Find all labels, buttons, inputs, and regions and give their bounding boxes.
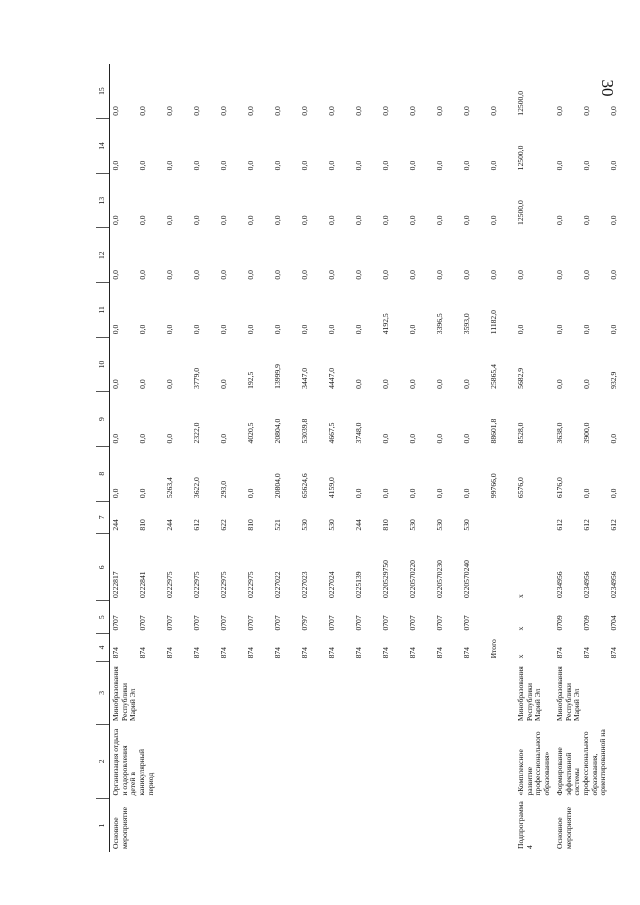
header-row xyxy=(96,64,110,852)
data-cell: 0,0 xyxy=(327,324,336,335)
data-cell: 0,0 xyxy=(111,106,120,116)
column-header-14: 14 xyxy=(96,119,110,174)
data-cell: 20804,0 xyxy=(273,418,282,444)
data-cell: 0,0 xyxy=(462,379,471,389)
rotated-table-frame xyxy=(96,64,618,852)
data-cell: 530 xyxy=(435,519,444,531)
data-cell: 0,0 xyxy=(408,270,417,280)
column-header-4: 4 xyxy=(96,634,110,662)
data-cell: 0,0 xyxy=(608,106,618,116)
data-cell: 0,0 xyxy=(408,379,417,389)
total-cell: 88601,8 xyxy=(489,418,498,444)
data-cell: 3748,0 xyxy=(354,422,363,444)
data-cell: 0,0 xyxy=(462,488,471,499)
data-cell: 0,0 xyxy=(165,433,174,444)
data-cell: 0707 xyxy=(462,615,471,631)
data-cell: 612 xyxy=(608,519,618,531)
data-cell: 4159,0 xyxy=(327,477,336,499)
data-cell: 874 xyxy=(581,647,591,659)
data-cell: 0,0 xyxy=(192,160,201,171)
data-cell: 810 xyxy=(246,519,255,531)
data-cell: 0707 xyxy=(111,615,120,631)
data-cell: 0,0 xyxy=(111,215,120,225)
data-cell: 0707 xyxy=(327,615,336,631)
data-cell: 0,0 xyxy=(554,106,564,116)
data-cell: 0,0 xyxy=(354,488,363,499)
data-cell: 0234956 xyxy=(608,571,618,598)
data-cell: 810 xyxy=(138,519,147,531)
data-cell: 0709 xyxy=(581,615,591,631)
data-cell: 0,0 xyxy=(219,215,228,225)
data-cell: 530 xyxy=(300,519,309,531)
data-cell: 0,0 xyxy=(381,433,390,444)
data-cell: 530 xyxy=(462,519,471,531)
data-cell: 0709 xyxy=(554,615,564,631)
data-cell: 244 xyxy=(111,519,120,531)
data-cell: 0,0 xyxy=(138,215,147,225)
data-cell: 2322,0 xyxy=(192,422,201,444)
data-cell: 0,0 xyxy=(111,160,120,171)
table-body xyxy=(110,64,635,852)
row-type-cell: Основное мероприятие xyxy=(554,807,573,849)
row-type-cell: Основное мероприятие xyxy=(111,807,129,849)
data-cell: 0,0 xyxy=(327,160,336,171)
data-cell: 8528,0 xyxy=(516,422,525,444)
data-cell: 0,0 xyxy=(608,488,618,499)
data-cell: 0707 xyxy=(408,615,417,631)
row-executor-cell: Минобразования Республики Марий Эл xyxy=(111,666,138,722)
data-cell: 0,0 xyxy=(408,106,417,116)
total-cell: 99766,0 xyxy=(489,473,498,499)
rotated-table-area xyxy=(96,64,618,852)
data-cell: 0,0 xyxy=(381,215,390,225)
column-header-6: 6 xyxy=(96,534,110,601)
data-cell: 0222817 xyxy=(111,571,120,598)
data-cell: 0,0 xyxy=(408,215,417,225)
data-cell: 0227023 xyxy=(300,571,309,598)
data-cell: 810 xyxy=(381,519,390,531)
data-cell: 0,0 xyxy=(581,324,591,335)
data-cell: 0220570220 xyxy=(408,560,417,598)
data-cell: 0,0 xyxy=(462,160,471,171)
data-cell: 0,0 xyxy=(111,324,120,335)
column-header-10: 10 xyxy=(96,337,110,392)
data-cell: 874 xyxy=(300,647,309,659)
data-cell: 0,0 xyxy=(516,324,525,335)
data-cell: 0707 xyxy=(246,615,255,631)
data-cell: 5263,4 xyxy=(165,477,174,499)
data-cell: 12500,0 xyxy=(516,145,525,171)
data-cell: 0,0 xyxy=(138,379,147,389)
data-cell: 874 xyxy=(138,647,147,659)
data-cell: 0,0 xyxy=(462,215,471,225)
data-cell: 0,0 xyxy=(354,215,363,225)
column-header-9: 9 xyxy=(96,392,110,447)
data-cell: 0704 xyxy=(608,615,618,631)
data-cell: 0,0 xyxy=(192,215,201,225)
data-cell: 0,0 xyxy=(435,215,444,225)
data-cell: 530 xyxy=(408,519,417,531)
data-cell: 0,0 xyxy=(192,324,201,335)
data-cell: 0,0 xyxy=(354,324,363,335)
data-cell: 0,0 xyxy=(300,160,309,171)
data-cell: 0220570230 xyxy=(435,560,444,598)
data-cell: 0225139 xyxy=(354,571,363,598)
data-cell: 3779,0 xyxy=(192,367,201,389)
data-cell: 0,0 xyxy=(138,324,147,335)
column-header-15: 15 xyxy=(96,64,110,119)
data-cell: 0220570240 xyxy=(462,560,471,598)
data-cell: 0,0 xyxy=(381,379,390,389)
data-cell: 0,0 xyxy=(381,160,390,171)
data-cell: 0707 xyxy=(354,615,363,631)
data-cell: 0,0 xyxy=(111,488,120,499)
data-cell: 0,0 xyxy=(246,488,255,499)
data-cell: 12500,0 xyxy=(516,200,525,225)
column-header-11: 11 xyxy=(96,283,110,338)
total-cell: 11182,0 xyxy=(489,310,498,335)
row-description-cell: Организация отдыха и оздоровления детей в каникулярный период xyxy=(111,728,155,796)
column-header-5: 5 xyxy=(96,601,110,634)
row-type-cell: Подпрограмма 4 xyxy=(516,801,534,849)
data-cell: 874 xyxy=(554,647,564,659)
data-cell: 0,0 xyxy=(608,324,618,335)
data-cell: 0707 xyxy=(381,615,390,631)
data-cell: 0,0 xyxy=(111,379,120,389)
data-cell: 874 xyxy=(608,647,618,659)
data-cell: 0,0 xyxy=(327,106,336,116)
data-cell: 874 xyxy=(354,647,363,659)
data-cell: 0227024 xyxy=(327,571,336,598)
data-cell: 0,0 xyxy=(408,324,417,335)
data-cell: 4192,5 xyxy=(381,313,390,335)
data-cell: 3638,0 xyxy=(554,422,564,444)
row-description-cell: «Комплексное развитие профессионального образования» xyxy=(516,731,552,796)
data-cell: 0,0 xyxy=(246,160,255,171)
data-cell: 0,0 xyxy=(608,160,618,171)
data-cell: 6176,0 xyxy=(554,477,564,499)
data-cell: 0222975 xyxy=(246,571,255,598)
data-cell: 0,0 xyxy=(462,106,471,116)
data-cell: 0797 xyxy=(300,615,309,631)
data-cell: 0234956 xyxy=(554,571,564,598)
data-cell: 244 xyxy=(165,519,174,531)
table-row xyxy=(554,64,581,852)
data-cell: 3900,0 xyxy=(581,422,591,444)
data-cell: 0,0 xyxy=(165,215,174,225)
data-cell: 3622,0 xyxy=(192,477,201,499)
data-cell: 0707 xyxy=(138,615,147,631)
data-cell: 0,0 xyxy=(516,270,525,280)
data-cell: 0,0 xyxy=(273,160,282,171)
data-cell: 0,0 xyxy=(246,106,255,116)
column-header-8: 8 xyxy=(96,446,110,501)
data-cell: 0,0 xyxy=(327,215,336,225)
data-cell: 0222975 xyxy=(219,571,228,598)
total-cell: 0,0 xyxy=(489,106,498,116)
column-header-13: 13 xyxy=(96,173,110,228)
data-cell: 0,0 xyxy=(354,106,363,116)
total-label: Итого xyxy=(489,639,498,659)
data-cell: 0,0 xyxy=(111,270,120,280)
data-cell: x xyxy=(516,594,525,598)
data-cell: 874 xyxy=(165,647,174,659)
data-cell: 0,0 xyxy=(219,324,228,335)
data-cell: 0707 xyxy=(165,615,174,631)
data-cell: 0,0 xyxy=(246,270,255,280)
row-executor-cell: Минобразования Республики Марий Эл xyxy=(554,666,582,722)
data-cell: x xyxy=(516,626,525,631)
data-cell: 0,0 xyxy=(165,106,174,116)
column-header-1: 1 xyxy=(96,799,110,852)
column-header-2: 2 xyxy=(96,724,110,798)
data-cell: 0,0 xyxy=(608,270,618,280)
data-cell: 0220529750 xyxy=(381,560,390,598)
table-row xyxy=(110,64,138,852)
data-cell: 874 xyxy=(219,647,228,659)
data-cell: 0222975 xyxy=(165,571,174,598)
data-cell: 0,0 xyxy=(138,488,147,499)
data-cell: 0,0 xyxy=(435,270,444,280)
data-cell: 12500,0 xyxy=(516,91,525,116)
data-cell: 874 xyxy=(192,647,201,659)
data-cell: 244 xyxy=(354,519,363,531)
data-cell: 0707 xyxy=(273,615,282,631)
data-cell: 0227022 xyxy=(273,571,282,598)
data-cell: 0,0 xyxy=(111,433,120,444)
data-cell: 4447,0 xyxy=(327,367,336,389)
data-cell: 0,0 xyxy=(300,215,309,225)
data-cell: 530 xyxy=(327,519,336,531)
data-cell: 0,0 xyxy=(581,379,591,389)
data-cell: 0,0 xyxy=(300,106,309,116)
data-cell: 0,0 xyxy=(219,433,228,444)
data-cell: 612 xyxy=(581,519,591,531)
data-cell: 0707 xyxy=(192,615,201,631)
data-cell: 0,0 xyxy=(408,488,417,499)
page-number-text: 30 xyxy=(598,79,617,97)
data-cell: x xyxy=(516,654,525,659)
data-cell: 0234956 xyxy=(581,571,591,598)
data-cell: 0,0 xyxy=(608,433,618,444)
data-cell: 0,0 xyxy=(300,324,309,335)
data-cell: 3396,5 xyxy=(435,313,444,335)
data-cell: 521 xyxy=(273,519,282,531)
data-cell: 0,0 xyxy=(581,215,591,225)
data-cell: 0,0 xyxy=(435,379,444,389)
data-cell: 0,0 xyxy=(354,379,363,389)
data-cell: 0,0 xyxy=(581,160,591,171)
data-cell: 0,0 xyxy=(381,270,390,280)
data-cell: 0,0 xyxy=(219,379,228,389)
total-cell: 0,0 xyxy=(489,215,498,225)
data-cell: 612 xyxy=(554,519,564,531)
data-cell: 0,0 xyxy=(435,488,444,499)
data-cell: 0,0 xyxy=(246,324,255,335)
data-cell: 0,0 xyxy=(165,160,174,171)
data-cell: 0,0 xyxy=(273,215,282,225)
data-cell: 6576,0 xyxy=(516,477,525,499)
data-cell: 0,0 xyxy=(554,324,564,335)
data-cell: 0707 xyxy=(219,615,228,631)
data-cell: 874 xyxy=(111,647,120,659)
table-row xyxy=(515,64,554,852)
data-cell: 0,0 xyxy=(462,270,471,280)
data-cell: 0,0 xyxy=(354,270,363,280)
data-cell: 0,0 xyxy=(327,270,336,280)
total-cell: 25865,4 xyxy=(489,364,498,389)
data-cell: 0,0 xyxy=(581,106,591,116)
data-cell: 0,0 xyxy=(581,270,591,280)
data-cell: 0,0 xyxy=(381,488,390,499)
data-cell: 0,0 xyxy=(165,324,174,335)
data-cell: 0,0 xyxy=(138,270,147,280)
data-cell: 0,0 xyxy=(554,215,564,225)
data-cell: 0,0 xyxy=(408,160,417,171)
data-cell: 0,0 xyxy=(435,106,444,116)
data-cell: 0,0 xyxy=(608,215,618,225)
data-cell: 5682,9 xyxy=(516,367,525,389)
data-cell: 874 xyxy=(408,647,417,659)
column-header-3: 3 xyxy=(96,661,110,724)
data-cell: 0,0 xyxy=(581,488,591,499)
data-cell: 622 xyxy=(219,519,228,531)
data-cell: 0222841 xyxy=(138,571,147,598)
data-cell: 65624,6 xyxy=(300,473,309,499)
column-header-12: 12 xyxy=(96,228,110,283)
data-cell: 293,0 xyxy=(219,480,228,499)
data-cell: 0,0 xyxy=(192,106,201,116)
data-cell: 874 xyxy=(462,647,471,659)
data-cell: 0,0 xyxy=(165,379,174,389)
data-cell: 0,0 xyxy=(300,270,309,280)
data-cell: 0,0 xyxy=(354,160,363,171)
data-cell: 612 xyxy=(192,519,201,531)
data-cell: 0,0 xyxy=(554,160,564,171)
data-cell: 0,0 xyxy=(381,106,390,116)
data-cell: 0,0 xyxy=(219,160,228,171)
data-cell: 13999,9 xyxy=(273,364,282,389)
data-cell: 874 xyxy=(246,647,255,659)
data-cell: 0,0 xyxy=(246,215,255,225)
data-cell: 4020,5 xyxy=(246,422,255,444)
data-cell: 3593,0 xyxy=(462,313,471,335)
data-cell: 874 xyxy=(435,647,444,659)
data-cell: 0,0 xyxy=(138,106,147,116)
data-cell: 0,0 xyxy=(138,433,147,444)
data-cell: 0222975 xyxy=(192,571,201,598)
data-cell: 0,0 xyxy=(554,270,564,280)
data-cell: 0707 xyxy=(435,615,444,631)
data-cell: 0,0 xyxy=(219,270,228,280)
data-cell: 192,5 xyxy=(246,371,255,389)
data-cell: 20804,0 xyxy=(273,473,282,499)
data-cell xyxy=(515,501,554,534)
data-cell: 0,0 xyxy=(273,106,282,116)
data-cell: 0,0 xyxy=(408,433,417,444)
data-cell: 0,0 xyxy=(462,433,471,444)
data-cell: 0,0 xyxy=(554,379,564,389)
data-cell: 53039,8 xyxy=(300,418,309,444)
data-cell: 4667,5 xyxy=(327,422,336,444)
data-cell: 874 xyxy=(327,647,336,659)
data-cell: 874 xyxy=(381,647,390,659)
data-cell: 0,0 xyxy=(192,270,201,280)
data-cell: 0,0 xyxy=(435,160,444,171)
data-cell: 874 xyxy=(273,647,282,659)
row-executor-cell: Минобразования Республики Марий Эл xyxy=(516,666,543,722)
budget-table xyxy=(96,64,635,852)
total-cell: 0,0 xyxy=(489,270,498,280)
data-cell: 0,0 xyxy=(273,270,282,280)
data-cell: 0,0 xyxy=(165,270,174,280)
total-cell: 0,0 xyxy=(489,160,498,171)
data-cell: 0,0 xyxy=(435,433,444,444)
data-cell: 3447,0 xyxy=(300,367,309,389)
data-cell: 0,0 xyxy=(138,160,147,171)
data-cell: 932,9 xyxy=(608,371,618,389)
row-description-cell: Формирование эффективной системы профессионального образования, ориентированной на xyxy=(554,729,608,796)
data-cell: 0,0 xyxy=(273,324,282,335)
column-header-7: 7 xyxy=(96,501,110,534)
data-cell: 0,0 xyxy=(219,106,228,116)
